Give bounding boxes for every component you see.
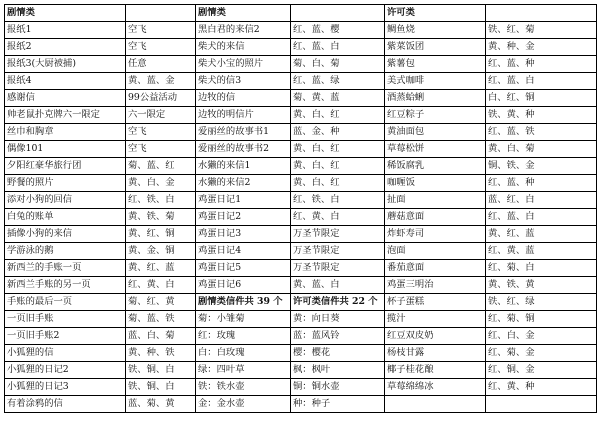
story-letter-name-2: 黑白君的来信2 [196,22,291,39]
story-letter-ingredients-2: 万圣节限定 [291,243,385,260]
story-letter-name-2: 鸡蛋日记3 [196,226,291,243]
license-letter-ingredients: 红、蓝、白 [486,209,597,226]
story-letter-name-2: 白：白玫瑰 [196,345,291,362]
table-row [5,396,597,413]
table-row [5,328,597,345]
table-row [5,277,597,294]
table-row [5,311,597,328]
story-letter-name-2: 边牧的信 [196,90,291,107]
story-letter-ingredients-2: 许可类信件共 22 个 [291,294,385,311]
table-row [5,90,597,107]
license-letter-ingredients: 红、蓝、种 [486,56,597,73]
story-letter-name-2: 剧情类信件共 39 个 [196,294,291,311]
story-letter-name-2: 水獭的来信1 [196,158,291,175]
table-row [5,362,597,379]
table-row [5,56,597,73]
license-letter-ingredients: 铁、红、菊 [486,22,597,39]
header-cell: 许可类 [385,5,486,22]
table-row [5,226,597,243]
license-letter-name: 紫薯包 [385,56,486,73]
license-letter-ingredients: 红、黄、种 [486,379,597,396]
license-letter-name: 黄油面包 [385,124,486,141]
story-letter-name: 感谢信 [5,90,126,107]
story-letter-name: 小狐狸的日记3 [5,379,126,396]
license-letter-ingredients: 红、蓝、铁 [486,124,597,141]
story-letter-ingredients: 任意 [126,56,196,73]
story-letter-name: 手账的最后一页 [5,294,126,311]
header-cell [486,5,597,22]
header-cell [291,5,385,22]
story-letter-ingredients-2: 蓝：蓝风铃 [291,328,385,345]
license-letter-name: 草莓松饼 [385,141,486,158]
story-letter-name-2: 绿：四叶草 [196,362,291,379]
table-row [5,124,597,141]
license-letter-ingredients: 黄、白、菊 [486,141,597,158]
story-letter-ingredients: 蓝、菊、黄 [126,396,196,413]
license-letter-ingredients: 红、菊、铜 [486,311,597,328]
story-letter-ingredients-2: 菊、黄、蓝 [291,90,385,107]
license-letter-ingredients: 红、铜、金 [486,362,597,379]
story-letter-ingredients-2: 蓝、金、种 [291,124,385,141]
story-letter-ingredients-2: 黄、蓝、白 [291,277,385,294]
table-row [5,379,597,396]
table-row [5,243,597,260]
license-letter-ingredients: 红、白、金 [486,328,597,345]
license-letter-name: 草莓绵绵冰 [385,379,486,396]
story-letter-ingredients-2: 红、蓝、樱 [291,22,385,39]
story-letter-ingredients-2: 枫：枫叶 [291,362,385,379]
story-letter-name: 新西兰手账的另一页 [5,277,126,294]
table-row [5,158,597,175]
story-letter-ingredients: 黄、红、蓝 [126,260,196,277]
license-letter-name: 咖喱饭 [385,175,486,192]
table-row [5,39,597,56]
story-letter-ingredients-2: 黄、白、红 [291,141,385,158]
header-cell: 剧情类 [5,5,126,22]
story-letter-ingredients: 空飞 [126,39,196,56]
license-letter-name: 鲷鱼烧 [385,22,486,39]
story-letter-name: 报纸3(大厨被捕) [5,56,126,73]
story-letter-ingredients-2: 种：种子 [291,396,385,413]
story-letter-name: 有着涂鸦的信 [5,396,126,413]
table-row [5,22,597,39]
story-letter-ingredients-2: 万圣节限定 [291,260,385,277]
story-letter-ingredients-2: 铜：铜水壶 [291,379,385,396]
license-letter-ingredients: 黄、种、金 [486,39,597,56]
story-letter-ingredients-2: 黄、白、红 [291,175,385,192]
license-letter-name: 美式咖啡 [385,73,486,90]
story-letter-name-2: 柴犬小宝的照片 [196,56,291,73]
license-letter-name: 炸虾寿司 [385,226,486,243]
letter-table [4,4,597,413]
story-letter-name: 一页旧手账2 [5,328,126,345]
story-letter-name-2: 鸡蛋日记1 [196,192,291,209]
license-letter-ingredients: 红、菊、白 [486,260,597,277]
license-letter-ingredients: 黄、红、蓝 [486,226,597,243]
license-letter-name: 酒蒸蛤蜊 [385,90,486,107]
story-letter-ingredients: 空飞 [126,22,196,39]
story-letter-name-2: 爱丽丝的故事书2 [196,141,291,158]
story-letter-name-2: 红：玫瑰 [196,328,291,345]
license-letter-ingredients: 红、菊、金 [486,345,597,362]
table-row [5,260,597,277]
story-letter-name-2: 爱丽丝的故事书1 [196,124,291,141]
story-letter-ingredients-2: 万圣节限定 [291,226,385,243]
story-letter-ingredients: 黄、金、铜 [126,243,196,260]
story-letter-ingredients: 黄、白、金 [126,175,196,192]
license-letter-name: 番茄意面 [385,260,486,277]
story-letter-name: 插像小狗的来信 [5,226,126,243]
story-letter-ingredients-2: 红、铁、白 [291,192,385,209]
story-letter-ingredients-2: 黄、白、红 [291,158,385,175]
story-letter-ingredients: 六一限定 [126,107,196,124]
story-letter-name-2: 鸡蛋日记4 [196,243,291,260]
license-letter-ingredients: 铁、黄、种 [486,107,597,124]
license-letter-name: 紫菜饭团 [385,39,486,56]
license-letter-name: 杯子蛋糕 [385,294,486,311]
story-letter-name: 报纸1 [5,22,126,39]
story-letter-ingredients-2: 菊、白、菊 [291,56,385,73]
table-row [5,345,597,362]
story-letter-ingredients: 红、铁、白 [126,192,196,209]
story-letter-name: 野餐的照片 [5,175,126,192]
story-letter-ingredients: 黄、蓝、金 [126,73,196,90]
story-letter-name: 丝巾和胸章 [5,124,126,141]
license-letter-name: 鸡蛋三明治 [385,277,486,294]
story-letter-name-2: 柴犬的信3 [196,73,291,90]
story-letter-name: 一页旧手账 [5,311,126,328]
license-letter-name [385,396,486,413]
story-letter-ingredients: 菊、蓝、红 [126,158,196,175]
license-letter-name: 揽汁 [385,311,486,328]
table-row [5,107,597,124]
story-letter-name: 添对小狗的回信 [5,192,126,209]
story-letter-ingredients: 99公益活动 [126,90,196,107]
license-letter-ingredients: 红、蓝、种 [486,175,597,192]
story-letter-ingredients: 空飞 [126,141,196,158]
license-letter-name: 杨枝甘露 [385,345,486,362]
license-letter-name: 红豆双皮奶 [385,328,486,345]
table-body [5,5,597,413]
story-letter-name-2: 铁：铁水壶 [196,379,291,396]
license-letter-ingredients: 黄、铁、黄 [486,277,597,294]
table-row [5,192,597,209]
story-letter-ingredients: 菊、蓝、铁 [126,311,196,328]
story-letter-name: 学游泳的鹅 [5,243,126,260]
table-row [5,294,597,311]
story-letter-name: 夕阳红豪华旅行团 [5,158,126,175]
story-letter-name: 白兔的账单 [5,209,126,226]
story-letter-ingredients-2: 红、蓝、白 [291,39,385,56]
story-letter-name: 偶像101 [5,141,126,158]
license-letter-ingredients: 蓝、红、白 [486,192,597,209]
letter-recipe-sheet [4,4,596,413]
story-letter-ingredients: 铁、铜、白 [126,362,196,379]
story-letter-name: 帅老鼠扑克牌六一限定 [5,107,126,124]
story-letter-name-2: 菊：小雏菊 [196,311,291,328]
license-letter-ingredients: 白、红、铜 [486,90,597,107]
header-row [5,5,597,22]
story-letter-ingredients: 铁、铜、白 [126,379,196,396]
story-letter-name-2: 水獭的来信2 [196,175,291,192]
story-letter-ingredients-2: 黄、白、红 [291,107,385,124]
license-letter-ingredients [486,396,597,413]
story-letter-name-2: 鸡蛋日记6 [196,277,291,294]
license-letter-ingredients: 红、黄、蓝 [486,243,597,260]
story-letter-name: 小狐狸的信 [5,345,126,362]
story-letter-name-2: 鸡蛋日记2 [196,209,291,226]
license-letter-ingredients: 红、蓝、白 [486,73,597,90]
table-row [5,209,597,226]
story-letter-ingredients-2: 樱：樱花 [291,345,385,362]
story-letter-ingredients-2: 黄：向日葵 [291,311,385,328]
license-letter-name: 红豆粽子 [385,107,486,124]
story-letter-name: 小狐狸的日记2 [5,362,126,379]
story-letter-ingredients-2: 红、黄、白 [291,209,385,226]
header-cell: 剧情类 [196,5,291,22]
story-letter-name: 新西兰的手账一页 [5,260,126,277]
license-letter-ingredients: 铁、红、绿 [486,294,597,311]
story-letter-ingredients: 黄、红、铜 [126,226,196,243]
table-row [5,73,597,90]
story-letter-ingredients: 空飞 [126,124,196,141]
license-letter-name: 扯面 [385,192,486,209]
license-letter-name: 稀饭腐乳 [385,158,486,175]
story-letter-name: 报纸4 [5,73,126,90]
table-row [5,141,597,158]
story-letter-ingredients: 黄、种、铁 [126,345,196,362]
table-row [5,175,597,192]
story-letter-ingredients-2: 红、蓝、绿 [291,73,385,90]
story-letter-ingredients: 蓝、白、菊 [126,328,196,345]
story-letter-name-2: 柴犬的来信 [196,39,291,56]
story-letter-ingredients: 红、黄、白 [126,277,196,294]
story-letter-ingredients: 菊、红、黄 [126,294,196,311]
license-letter-name: 泡面 [385,243,486,260]
header-cell [126,5,196,22]
story-letter-name-2: 鸡蛋日记5 [196,260,291,277]
story-letter-name-2: 边牧的明信片 [196,107,291,124]
story-letter-name: 报纸2 [5,39,126,56]
story-letter-name-2: 金：金水壶 [196,396,291,413]
license-letter-name: 椰子桂花酿 [385,362,486,379]
license-letter-name: 蘑菇意面 [385,209,486,226]
license-letter-ingredients: 铜、铁、金 [486,158,597,175]
story-letter-ingredients: 黄、铁、菊 [126,209,196,226]
